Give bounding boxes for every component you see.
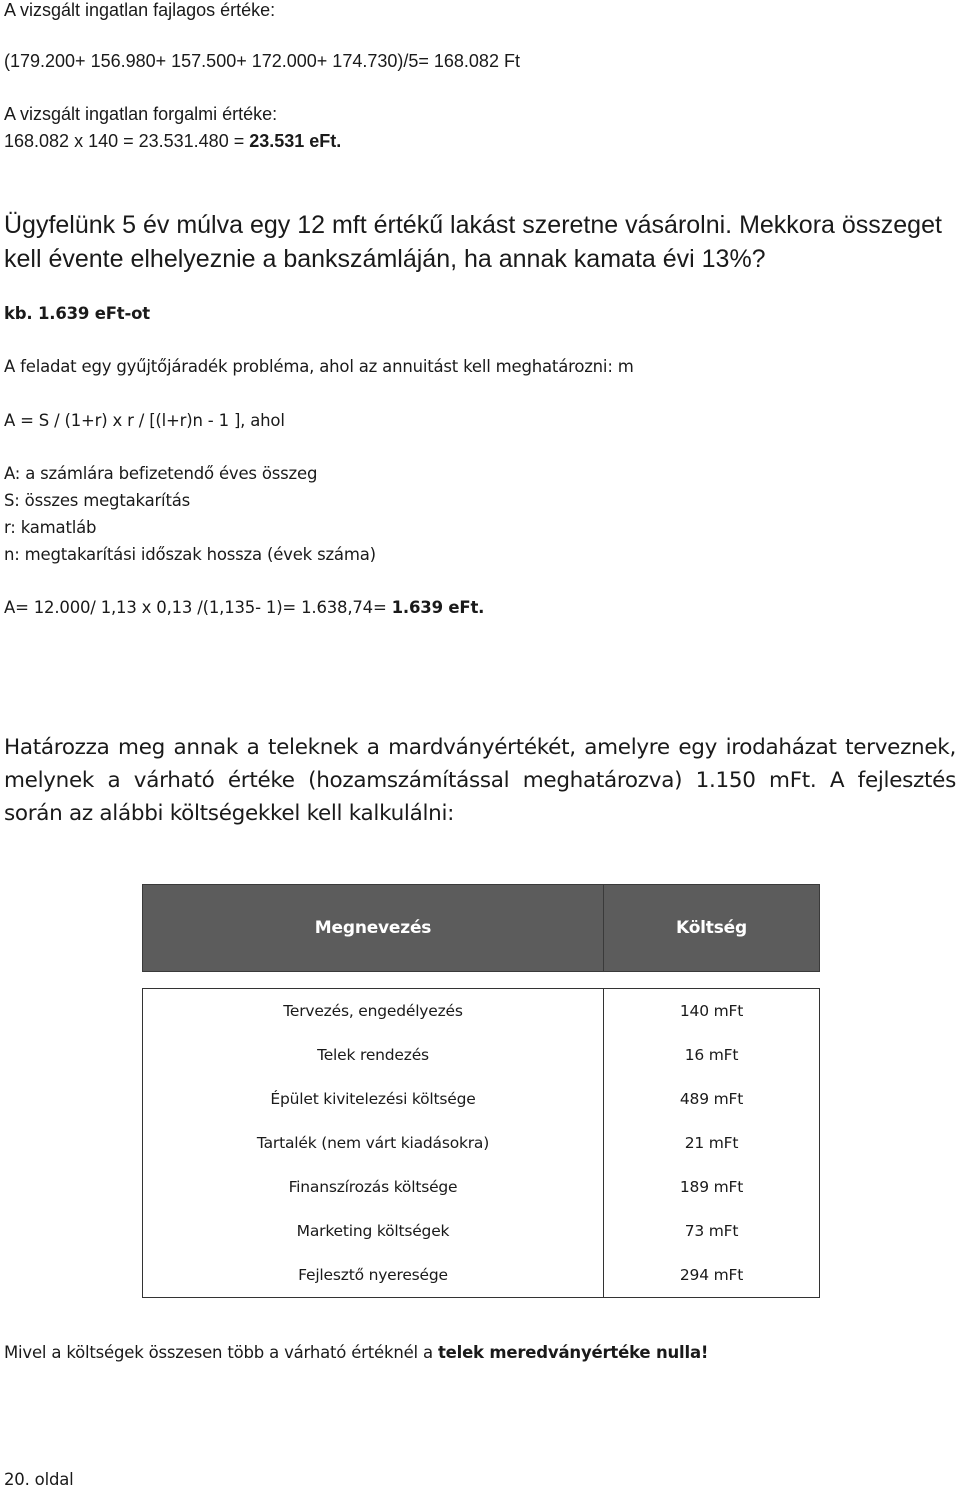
table-row: [143, 1253, 820, 1298]
annuity-calculation: [4, 598, 484, 617]
conclusion-prefix: Mivel a költségek összesen több a várható értéknél a: [4, 1343, 438, 1362]
market-value-calculation: [4, 131, 341, 152]
market-value-calc-prefix: 168.082 x 140 = 23.531.480 =: [4, 131, 250, 151]
definition-a: A: a számlára befizetendő éves összeg: [4, 464, 318, 483]
table-row: [143, 1033, 820, 1077]
annuity-answer: kb. 1.639 eFt-ot: [4, 304, 150, 323]
page-number: 20. oldal: [4, 1470, 74, 1489]
header-name: Megnevezés: [143, 885, 604, 972]
cost-item-name: Finanszírozás költsége: [143, 1165, 604, 1209]
annuity-formula: A = S / (1+r) x r / [(l+r)n - 1 ], ahol: [4, 411, 285, 430]
cost-item-name: Marketing költségek: [143, 1209, 604, 1253]
cost-item-value: 189 mFt: [604, 1165, 820, 1209]
table-row: [143, 989, 820, 1034]
cost-table-header: [143, 885, 820, 972]
market-value-label: A vizsgált ingatlan forgalmi értéke:: [4, 104, 278, 124]
residual-value-question: Határozza meg annak a teleknek a mardványértékét, amelyre egy irodaházat terveznek, melynek a várható értéke (hozamszámítással meghatározva) 1.150 mFt. A fejlesztés során az alábbi költségekkel kell kalkulálni:: [4, 735, 956, 826]
unit-value-label: A vizsgált ingatlan fajlagos értéke:: [4, 0, 276, 20]
cost-item-value: 294 mFt: [604, 1253, 820, 1298]
cost-item-value: 21 mFt: [604, 1121, 820, 1165]
annuity-question: Ügyfelünk 5 év múlva egy 12 mft értékű lakást szeretne vásárolni. Mekkora összeget kell évente elhelyeznie a bankszámláján, ha annak kamata évi 13%?: [4, 211, 942, 273]
header-cost: Költség: [604, 885, 820, 972]
cost-item-name: Fejlesztő nyeresége: [143, 1253, 604, 1298]
cost-item-name: Épület kivitelezési költsége: [143, 1077, 604, 1121]
market-value-result: 23.531 eFt.: [249, 131, 342, 151]
cost-item-value: 489 mFt: [604, 1077, 820, 1121]
definition-s: S: összes megtakarítás: [4, 491, 191, 510]
table-row: [143, 1077, 820, 1121]
definition-r: r: kamatláb: [4, 518, 97, 537]
annuity-calc-prefix: A= 12.000/ 1,13 x 0,13 /(1,135- 1)= 1.638,74=: [4, 598, 392, 617]
cost-table: [142, 884, 820, 1298]
unit-value-calculation: (179.200+ 156.980+ 157.500+ 172.000+ 174.730)/5= 168.082 Ft: [4, 51, 520, 71]
cost-item-value: 73 mFt: [604, 1209, 820, 1253]
cost-item-value: 16 mFt: [604, 1033, 820, 1077]
table-row: [143, 1209, 820, 1253]
conclusion: [4, 1343, 708, 1362]
cost-item-name: Telek rendezés: [143, 1033, 604, 1077]
table-row: [143, 1165, 820, 1209]
annuity-explanation: A feladat egy gyűjtőjáradék probléma, ahol az annuitást kell meghatározni: m: [4, 357, 634, 376]
cost-item-name: Tervezés, engedélyezés: [143, 989, 604, 1034]
cost-item-value: 140 mFt: [604, 989, 820, 1034]
annuity-calc-result: 1.639 eFt.: [391, 598, 485, 617]
definition-n: n: megtakarítási időszak hossza (évek száma): [4, 545, 376, 564]
table-row: [143, 1121, 820, 1165]
cost-item-name: Tartalék (nem várt kiadásokra): [143, 1121, 604, 1165]
conclusion-bold: telek meredványértéke nulla!: [437, 1343, 709, 1362]
